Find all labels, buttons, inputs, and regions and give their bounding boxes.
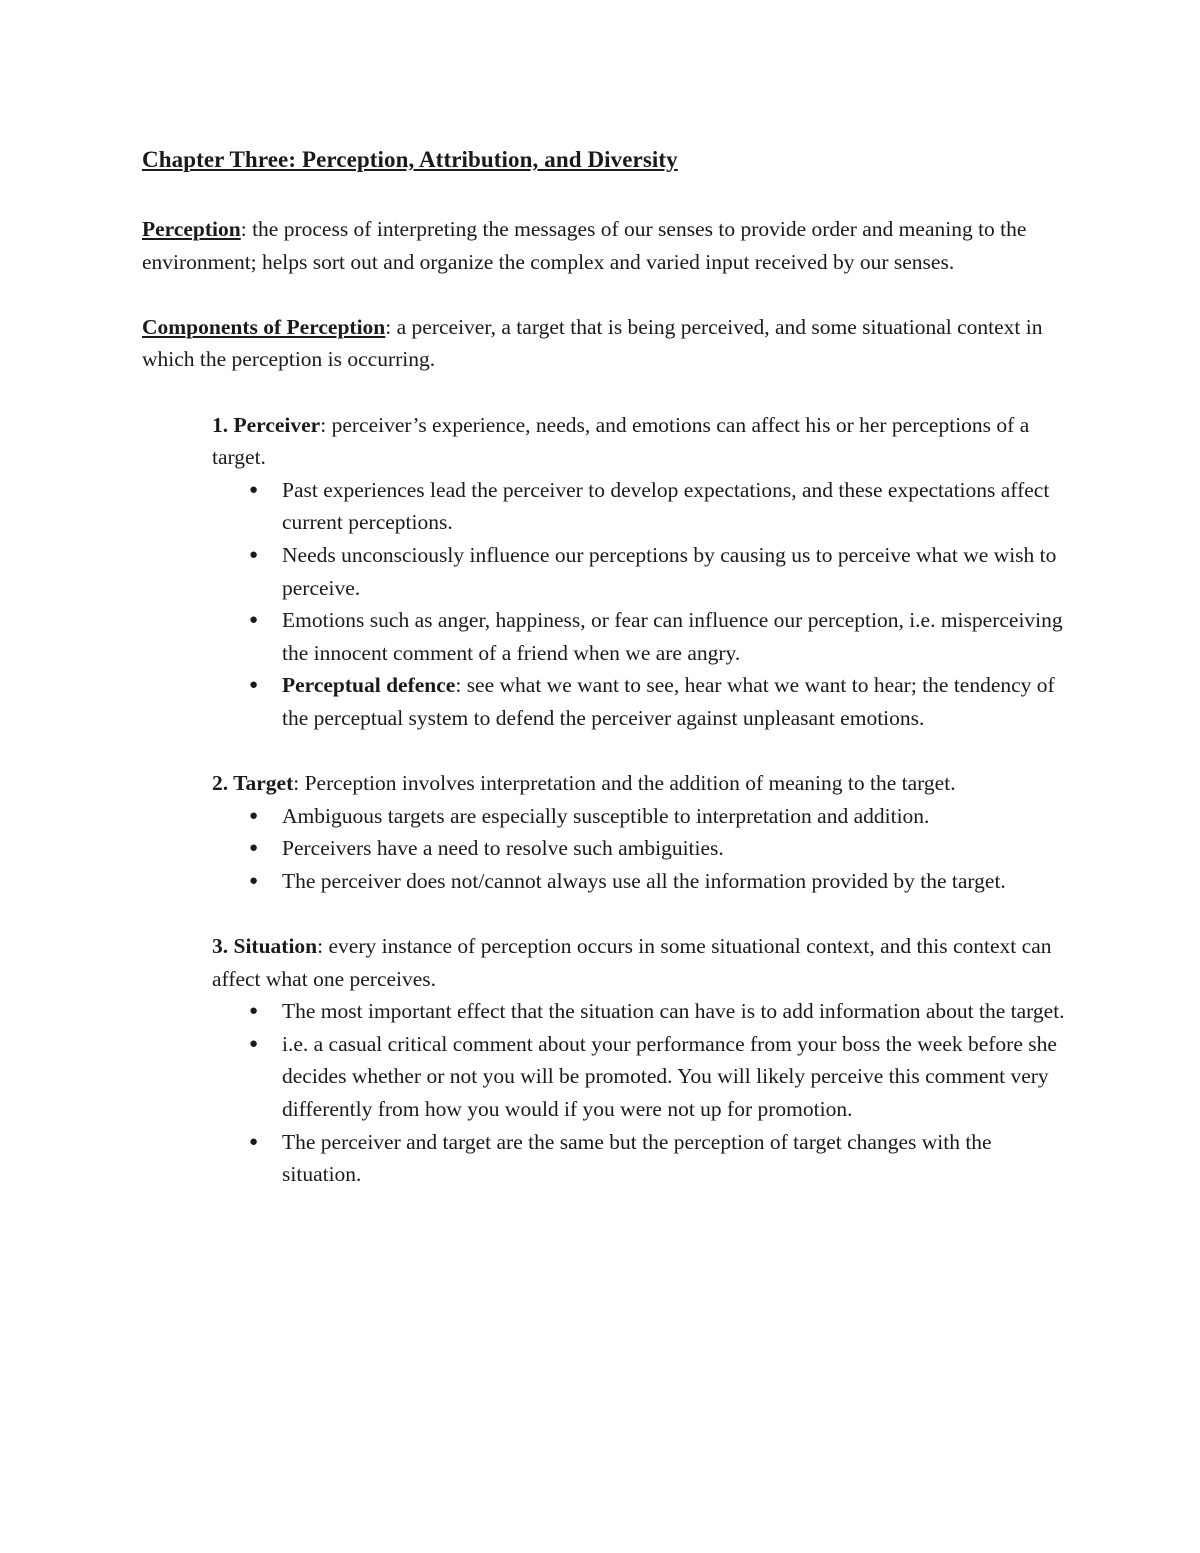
section-heading [212, 767, 1072, 800]
bullet-icon: ● [249, 872, 259, 889]
list-item-term: Perceptual defence [282, 673, 456, 698]
list-item [249, 800, 1072, 833]
list-item [249, 474, 1072, 539]
section-title: 1. Perceiver [212, 412, 321, 437]
list-item [249, 1126, 1072, 1191]
list-item [249, 1028, 1072, 1126]
bullet-list [212, 995, 1072, 1191]
document-body [142, 140, 1072, 1223]
list-item-text: Perceivers have a need to resolve such ambiguities. [282, 836, 724, 861]
list-item-text: Past experiences lead the perceiver to develop expectations, and these expectations affect current perceptions. [282, 477, 1050, 535]
bullet-icon: ● [249, 1003, 259, 1020]
list-item [249, 865, 1072, 898]
list-item [249, 604, 1072, 669]
section-title: 2. Target [212, 771, 294, 796]
section-heading [212, 409, 1072, 474]
list-item-text: The most important effect that the situation can have is to add information about the target. [282, 999, 1065, 1024]
list-item-text: i.e. a casual critical comment about your performance from your boss the week before she decides whether or not you will be promoted. You will likely perceive this comment very differently from how you would if you were not up for promotion. [282, 1031, 1057, 1122]
bullet-icon: ● [249, 807, 259, 824]
section-text: : Perception involves interpretation and the addition of meaning to the target. [293, 771, 956, 796]
perception-term: Perception [142, 217, 241, 241]
bullet-icon: ● [249, 612, 259, 629]
bullet-icon: ● [249, 1133, 259, 1150]
section-heading [212, 930, 1072, 995]
section-situation [212, 930, 1072, 1191]
bullet-icon: ● [249, 1035, 259, 1052]
list-item-text: Needs unconsciously influence our perceptions by causing us to perceive what we wish to perceive. [282, 542, 1057, 600]
section-title: 3. Situation [212, 934, 318, 959]
bullet-list [212, 800, 1072, 898]
list-item-text: Emotions such as anger, happiness, or fear can influence our perception, i.e. misperceiving the innocent comment of a friend when we are angry. [282, 608, 1063, 665]
components-definition [142, 311, 1072, 376]
perception-definition [142, 213, 1072, 278]
components-term: Components of Perception [142, 314, 386, 339]
bullet-icon: ● [249, 840, 259, 857]
bullet-icon: ● [249, 677, 259, 694]
list-item [249, 995, 1072, 1028]
bullet-list [212, 474, 1072, 735]
bullet-icon: ● [249, 481, 259, 498]
bullet-icon: ● [249, 546, 259, 563]
list-item-text: Ambiguous targets are especially susceptible to interpretation and addition. [282, 803, 930, 828]
list-item-text: The perceiver and target are the same but the perception of target changes with the situation. [282, 1129, 992, 1187]
list-item-text: The perceiver does not/cannot always use all the information provided by the target. [282, 868, 1006, 893]
page-title: Chapter Three: Perception, Attribution, and Diversity [142, 147, 678, 172]
list-item [249, 832, 1072, 865]
perception-definition-text: : the process of interpreting the messages of our senses to provide order and meaning to the environment; helps sort out and organize the complex and varied input received by our senses. [142, 217, 1027, 274]
section-perceiver [212, 409, 1072, 735]
list-item [249, 669, 1072, 734]
list-item-text: : see what we want to see, hear what we want to hear; the tendency of the perceptual system to defend the perceiver against unpleasant emotions. [282, 673, 1055, 730]
section-target [212, 767, 1072, 897]
components-definition-text: : a perceiver, a target that is being perceived, and some situational context in which the perception is occurring. [142, 314, 1043, 372]
section-text: : every instance of perception occurs in some situational context, and this context can affect what one perceives. [212, 934, 1052, 991]
list-item [249, 539, 1072, 604]
section-text: : perceiver’s experience, needs, and emotions can affect his or her perceptions of a target. [212, 412, 1030, 470]
